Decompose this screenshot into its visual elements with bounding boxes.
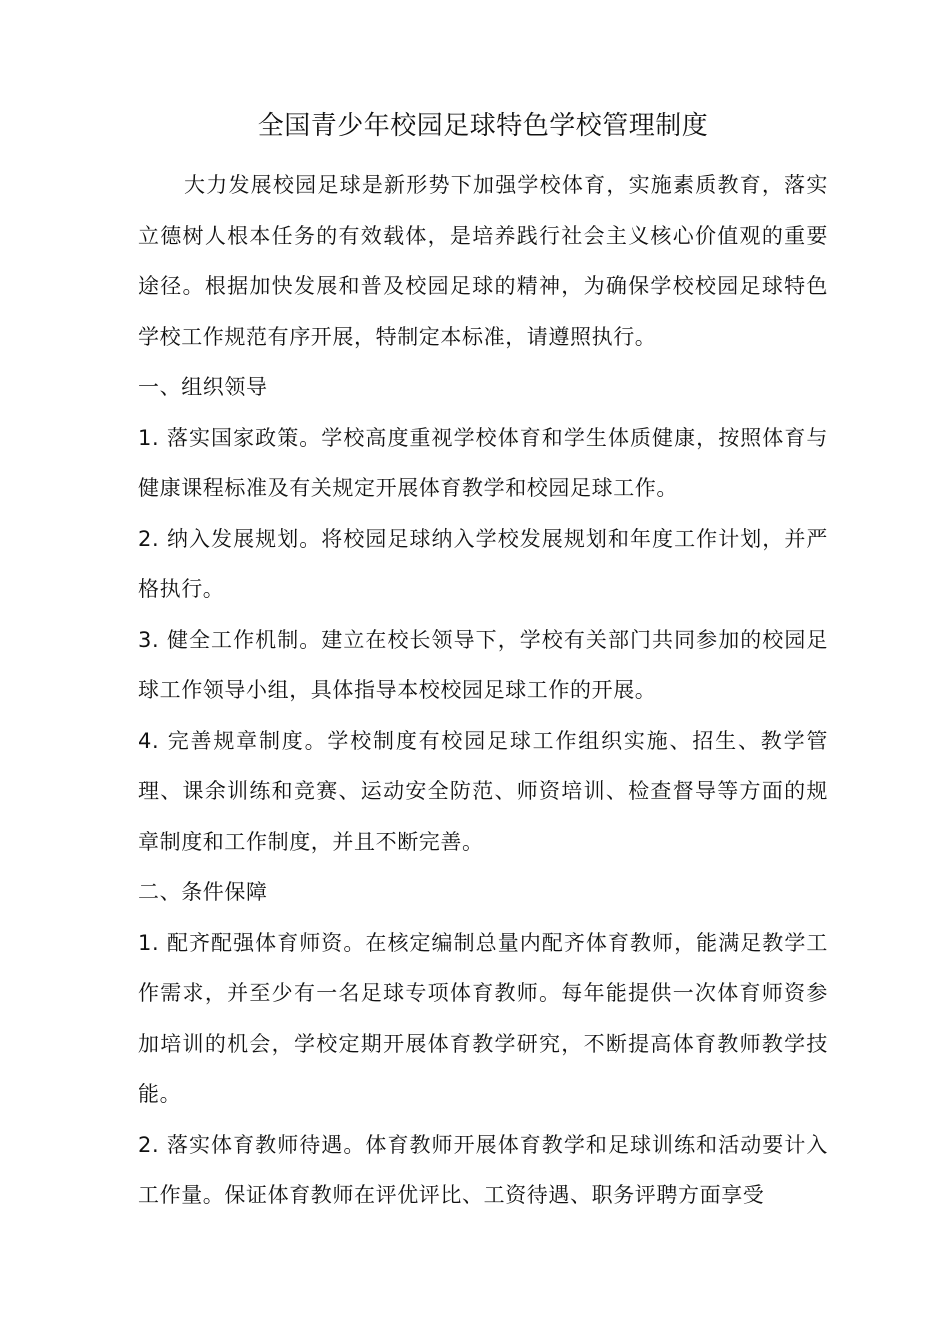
section-heading-conditions: 二、条件保障 xyxy=(138,880,268,904)
list-item: 2. 纳入发展规划。将校园足球纳入学校发展规划和年度工作计划，并严格执行。 xyxy=(138,526,828,601)
document-title: 全国青少年校园足球特色学校管理制度 xyxy=(257,111,709,141)
list-item: 1. 落实国家政策。学校高度重视学校体育和学生体质健康，按照体育与健康课程标准及有关规定开展体育教学和校园足球工作。 xyxy=(138,425,828,500)
document-body xyxy=(138,108,828,1221)
list-item: 4. 完善规章制度。学校制度有校园足球工作组织实施、招生、教学管理、课余训练和竞赛、运动安全防范、师资培训、检查督导等方面的规章制度和工作制度，并且不断完善。 xyxy=(138,728,828,854)
list-item: 2. 落实体育教师待遇。体育教师开展体育教学和足球训练和活动要计入工作量。保证体育教师在评优评比、工资待遇、职务评聘方面享受 xyxy=(138,1132,828,1207)
list-item: 1. 配齐配强体育师资。在核定编制总量内配齐体育教师，能满足教学工作需求，并至少有一名足球专项体育教师。每年能提供一次体育师资参加培训的机会，学校定期开展体育教学研究，不断提高体育教师教学技能。 xyxy=(138,930,828,1106)
section-heading-organization: 一、组织领导 xyxy=(138,375,268,399)
intro-paragraph: 大力发展校园足球是新形势下加强学校体育，实施素质教育，落实立德树人根本任务的有效载体，是培养践行社会主义核心价值观的重要途径。根据加快发展和普及校园足球的精神，为确保学校校园足球特色学校工作规范有序开展，特制定本标准，请遵照执行。 xyxy=(138,173,828,349)
list-item: 3. 健全工作机制。建立在校长领导下，学校有关部门共同参加的校园足球工作领导小组，具体指导本校校园足球工作的开展。 xyxy=(138,627,828,702)
